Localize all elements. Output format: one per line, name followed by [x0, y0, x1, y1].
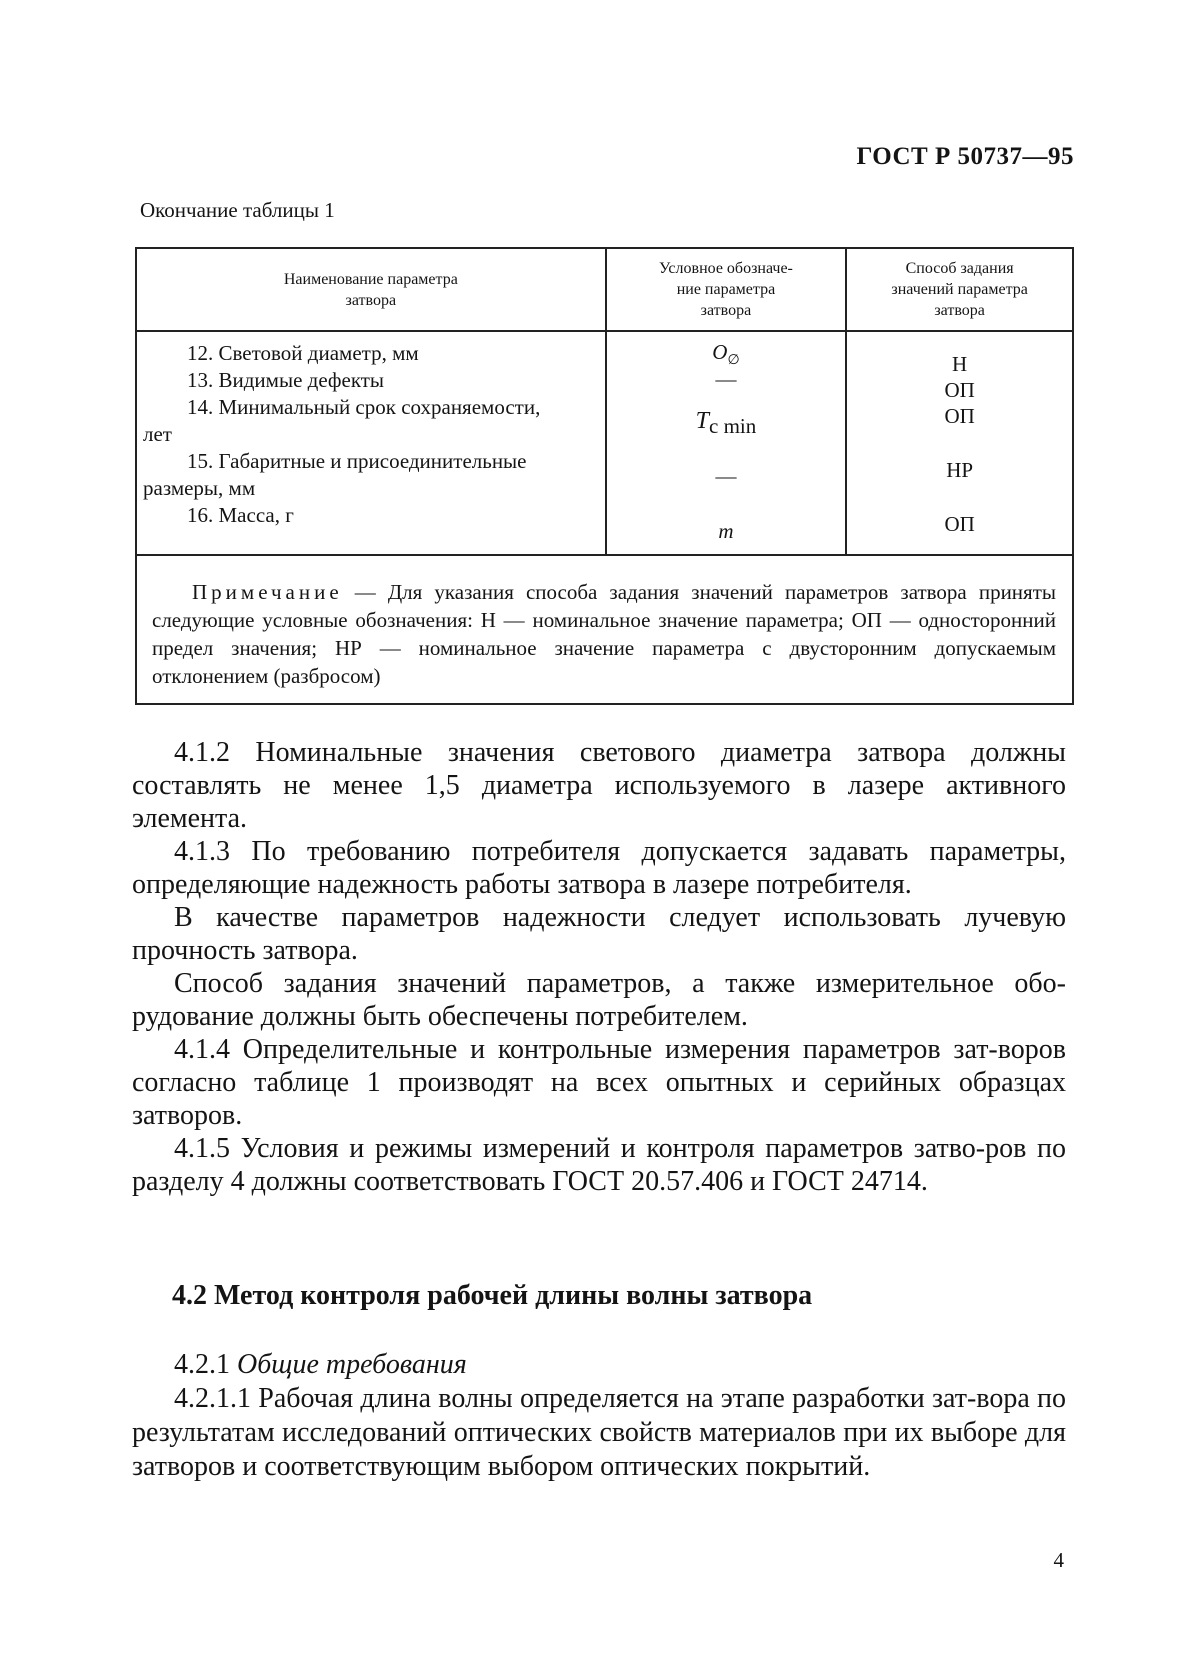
- document-code: ГОСТ Р 50737—95: [856, 143, 1074, 170]
- table-caption: Окончание таблицы 1: [140, 198, 335, 222]
- parameter-names-cell: [136, 331, 606, 555]
- method-12: Н: [952, 352, 968, 376]
- page-number: 4: [1053, 1548, 1064, 1572]
- param-row-13: 13. Видимые дефекты: [187, 368, 385, 392]
- table-header-row: [136, 248, 1073, 331]
- paragraph-4-1-2: 4.1.2 Номинальные значения светового диаметра затвора должны составлять не менее 1,5 диаметра используемого в лазере активного элемента.: [132, 737, 1066, 834]
- param-row-16: 16. Масса, г: [187, 503, 294, 527]
- paragraph-4-1-4: 4.1.4 Определительные и контрольные измерения параметров зат-воров согласно таблице 1 производят на всех опытных и серийных образцах затворов.: [132, 1034, 1066, 1131]
- method-14: ОП: [944, 404, 975, 428]
- param-row-12: 12. Световой диаметр, мм: [187, 341, 419, 365]
- method-13: ОП: [944, 378, 975, 402]
- table-body-row: [136, 331, 1073, 555]
- paragraph-reliability: В качестве параметров надежности следует использовать лучевую прочность затвора.: [132, 902, 1066, 966]
- paragraph-method-equipment: Способ задания значений параметров, а также измерительное обо-рудование должны быть обеспечены потребителем.: [132, 968, 1066, 1032]
- body-text: [132, 736, 1066, 1198]
- header-method: Способ задания значений параметра затвора: [846, 248, 1073, 331]
- table-note: [136, 555, 1073, 704]
- symbol-15: —: [715, 464, 737, 488]
- symbol-16: m: [718, 519, 734, 543]
- param-row-14: 14. Минимальный срок сохраняемости,: [187, 395, 541, 419]
- method-15: НР: [946, 458, 974, 482]
- symbol-14: Tc min: [695, 408, 757, 438]
- parameters-table: [135, 247, 1074, 705]
- note-label: Примечание: [192, 580, 343, 604]
- header-symbol: Условное обозначе- ние параметра затвора: [606, 248, 847, 331]
- method-16: ОП: [944, 512, 975, 536]
- paragraph-4-1-5: 4.1.5 Условия и режимы измерений и контроля параметров затво-ров по разделу 4 должны соответствовать ГОСТ 20.57.406 и ГОСТ 24714.: [132, 1133, 1066, 1197]
- section-heading: 4.2 Метод контроля рабочей длины волны затвора: [172, 1280, 813, 1311]
- subsection-title: 4.2.1 Общие требования: [174, 1349, 467, 1380]
- param-row-15: 15. Габаритные и присоединительные: [187, 449, 527, 473]
- paragraph-4-2-1-1: 4.2.1.1 Рабочая длина волны определяется на этапе разработки зат-вора по результатам исследований оптических свойств материалов при их выборе для затворов и соответствующим выбором оптических покрытий.: [132, 1383, 1066, 1482]
- paragraph-4-1-3: 4.1.3 По требованию потребителя допускается задавать параметры, определяющие надежность работы затвора в лазере потребителя.: [132, 836, 1066, 900]
- param-row-14-cont: лет: [143, 422, 172, 446]
- header-parameter-name: Наименование параметра затвора: [136, 248, 606, 331]
- symbols-cell: [606, 331, 847, 555]
- symbol-12: $O_\emptyset$: [712, 340, 740, 369]
- table-note-row: [136, 555, 1073, 704]
- note-text: — Для указания способа задания значений параметров затвора приняты следующие условные обозначения: Н — номинальное значение параметра; ОП — односторонний предел значения; НР — номинальное значение параметра с двусторонним допускаемым отклонением (разбросом): [152, 580, 1056, 688]
- subsection: [132, 1348, 1066, 1484]
- param-row-15-cont: размеры, мм: [143, 476, 256, 500]
- symbol-13: —: [715, 367, 737, 391]
- methods-cell: [846, 331, 1073, 555]
